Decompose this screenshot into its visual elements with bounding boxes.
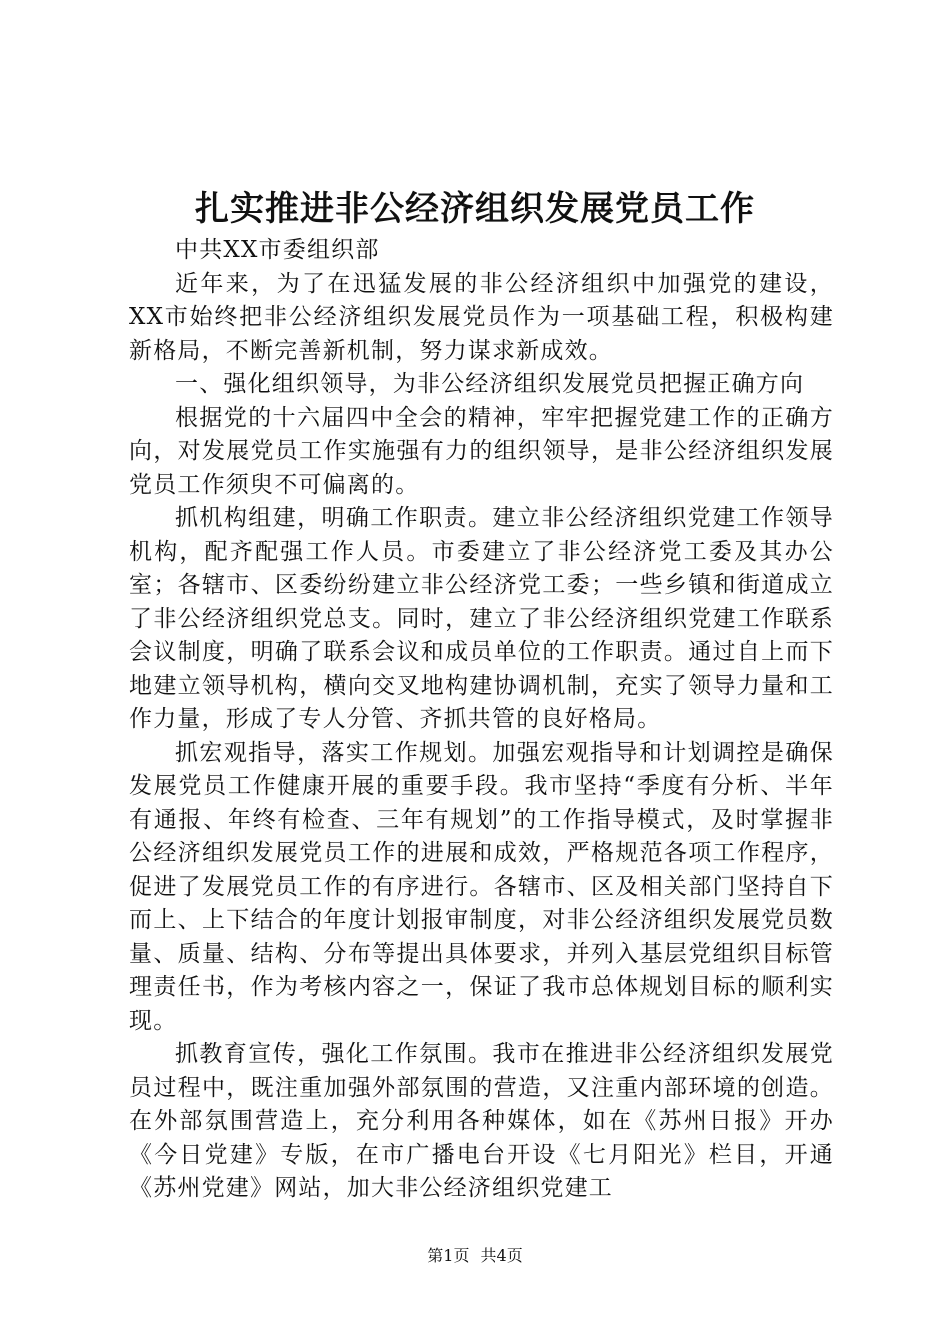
page-footer: [0, 1246, 950, 1266]
document-title: 扎实推进非公经济组织发展党员工作: [195, 189, 755, 229]
paragraph: 近年来，为了在迅猛发展的非公经济组织中加强党的建设，XX市始终把非公经济组织发展党员作为一项基础工程，积极构建新格局，不断完善新机制，努力谋求新成效。: [129, 270, 834, 364]
page-total: 共4页: [480, 1246, 523, 1265]
document-body: [129, 234, 834, 1206]
paragraph: 根据党的十六届四中全会的精神，牢牢把握党建工作的正确方向，对发展党员工作实施强有力的组织领导，是非公经济组织发展党员工作须臾不可偏离的。: [129, 404, 834, 498]
section-heading: 一、强化组织领导，为非公经济组织发展党员把握正确方向: [175, 371, 805, 397]
paragraph: 抓宏观指导，落实工作规划。加强宏观指导和计划调控是确保发展党员工作健康开展的重要手段。我市坚持“季度有分析、半年有通报、年终有检查、三年有规划”的工作指导模式，及时掌握非公经济组织发展党员工作的进展和成效，严格规范各项工作程序，促进了发展党员工作的有序进行。各辖市、区及相关部门坚持自下而上、上下结合的年度计划报审制度，对非公经济组织发展党员数量、质量、结构、分布等提出具体要求，并列入基层党组织目标管理责任书，作为考核内容之一，保证了我市总体规划目标的顺利实现。: [129, 739, 834, 1034]
page-number: 第1页: [427, 1246, 470, 1265]
author-line: 中共XX市委组织部: [175, 237, 380, 263]
paragraph: 抓机构组建，明确工作职责。建立非公经济组织党建工作领导机构，配齐配强工作人员。市委建立了非公经济党工委及其办公室；各辖市、区委纷纷建立非公经济党工委；一些乡镇和街道成立了非公经济组织党总支。同时，建立了非公经济组织党建工作联系会议制度，明确了联系会议和成员单位的工作职责。通过自上而下地建立领导机构，横向交叉地构建协调机制，充实了领导力量和工作力量，形成了专人分管、齐抓共管的良好格局。: [129, 505, 834, 732]
paragraph: 抓教育宣传，强化工作氛围。我市在推进非公经济组织发展党员过程中，既注重加强外部氛围的营造，又注重内部环境的创造。在外部氛围营造上，充分利用各种媒体，如在《苏州日报》开办《今日党建》专版，在市广播电台开设《七月阳光》栏目，开通《苏州党建》网站，加大非公经济组织党建工: [129, 1041, 834, 1201]
